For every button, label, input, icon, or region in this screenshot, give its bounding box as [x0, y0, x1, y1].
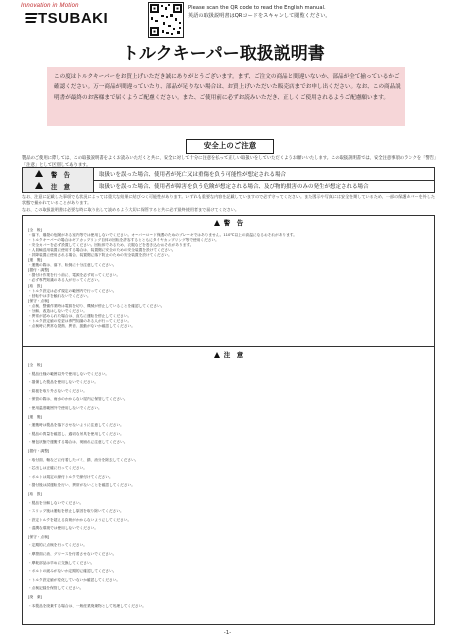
list-item: ・本製品を廃棄する場合は、一般産業廃棄物として処理してください。 [28, 603, 146, 608]
qr-note-english: Please scan the QR code to read the English manual. [188, 5, 326, 11]
hazard-label: 注 意 [51, 184, 70, 191]
section-subheading: [取 扱] [28, 283, 42, 288]
hazard-notes: なお、注意に記載した事項でも状況によっては重大な結果に結びつく可能性があります。いずれも重要な内容を記載していますので必ず守ってください。また図示や写真には安全を期しているため、一部の保護カバーを外した状態で描かれていることがあります。 なお、この取扱説明書は必要な時に取り出して読めるよう大切に保管すると共に必ず最終使用者まで届けてください。 [22, 194, 435, 212]
list-item: ・必ず専門知識のある人が行ってください。 [28, 278, 102, 283]
warning-heading-text: 警 告 [223, 219, 244, 227]
caution-section [22, 346, 435, 625]
list-item: ・回転中は手を触れないでください。 [28, 293, 91, 298]
safety-intro: 製品のご使用に際しては、この取扱説明書をよくお読みいただくと共に、安全に対して十分に注意を払って正しい取扱いをしていただくようお願いいたします。この取扱説明書では、安全注意事項のランクを「警告」「注意」として区別してあります。 [22, 156, 437, 168]
list-item: ・ボルトの緩みがないか定期的に確認してください。 [28, 569, 117, 574]
section-subheading: [保守・点検] [28, 298, 50, 303]
list-item: ・製品を分解しないでください。 [28, 500, 84, 505]
caution-body [28, 361, 428, 610]
qr-note-japanese: 英語の取扱説明書はQRコードをスキャンして閲覧ください。 [188, 13, 331, 19]
list-item: ・保管の際は、雨水のかからない屋内に保管してください。 [28, 397, 128, 402]
list-item: ・設定トルクを超える負荷がかからないようにしてください。 [28, 517, 132, 522]
list-item: ・摩擦面に油、グリースを付着させないでください。 [28, 552, 117, 557]
list-item: ・取付面、軸などに付着したゴミ、錆、油分を除去してください。 [28, 457, 139, 462]
list-item: ・銘板を取り外さないでください。 [28, 388, 87, 393]
list-item: ・据付け作業を行う前に、電源を必ず切ってください。 [28, 273, 121, 278]
hazard-label-cell [23, 168, 94, 180]
list-item: ・使用温度範囲外で使用しないでください。 [28, 405, 102, 410]
list-item: ・定期的に点検を行ってください。 [28, 543, 87, 548]
page-number: -1- [223, 630, 232, 636]
safety-title: 安全上のご注意 [203, 141, 257, 150]
hazard-description: 取扱いを誤った場合、使用者が障害を負う危険が想定される場合、及び物的損害のみの発生が想定される場合 [99, 184, 369, 190]
list-item: ・摩耗部品は早めに交換してください。 [28, 560, 95, 565]
section-subheading: [全 般] [28, 363, 42, 367]
list-item: ・点検記録を保管してください。 [28, 586, 84, 591]
list-item: ・据付後は試運転を行い、異常がないことを確認してください。 [28, 483, 135, 488]
hazard-label-cell [23, 180, 94, 192]
section-subheading: [運 搬] [28, 414, 42, 419]
section-subheading: [据付・調整] [28, 448, 50, 453]
list-item: ・落下、爆発の危険がある室内等では使用しないでください。オーバーロード保護のためのブレーキではありません。110℃以上の高温になるおそれがあります。 [28, 233, 297, 238]
list-item: ・トルク設定値が変化していないか確認してください。 [28, 577, 121, 582]
list-item: ・昇降装置に使用される場合、装置側に落下防止のための安全装置を設けてください。 [28, 253, 172, 258]
section-subheading: [運 搬] [28, 258, 42, 263]
section-subheading: [保守・点検] [28, 534, 50, 539]
list-item: ・人員輸送用装置に使用する場合は、装置側に安全のための安全装置を設けてください。 [28, 248, 176, 253]
qr-instructions [188, 4, 428, 20]
caution-heading-text: 注 意 [223, 351, 244, 359]
hazard-level-table [22, 167, 435, 193]
greeting-text: この度はトルクキーパーをお買上げいただき誠にありがとうございます。まず、ご注文の商品と間違いないか、部品が全て揃っているかご確認ください。万一商品が間違っていたり、部品が足りない場合は、お買上げいただいた販売店までお申し出ください。なお、この商品説明書が最終のお客様まで届くようご配慮ください。また、ご使用前に必ずお読みいただき、正しくご使用されるようご配慮願います。 [54, 74, 401, 101]
warning-triangle-icon [35, 170, 43, 177]
warning-heading [23, 218, 434, 227]
hazard-description: 取扱いを誤った場合、使用者が死亡又は重傷を負う可能性が想定される場合 [99, 172, 287, 178]
list-item: ・点検、整備作業時は電源を切り、機械が停止していることを確認してください。 [28, 303, 165, 308]
list-item: ・分解、改造はしないでください。 [28, 308, 87, 313]
page-title: トルクキーパー取扱説明書 [122, 44, 325, 64]
list-item: ・損傷した製品を使用しないでください。 [28, 380, 99, 385]
caution-triangle-icon [35, 182, 43, 189]
list-item: ・運搬時は製品を落下させないように注意してください。 [28, 423, 124, 428]
list-item: ・トルクキーパーの場合はギアカップリング自体の回転を許容するとともにタイヤカップリング等で使用ください。 [28, 238, 219, 243]
list-item: ・スリップ後は運転を停止し原因を取り除いてください。 [28, 509, 124, 514]
section-subheading: [廃 棄] [28, 595, 42, 600]
hazard-label: 警 告 [51, 172, 70, 179]
list-item: ・点検時に異常な発熱、異音、振動がないか確認してください。 [28, 323, 135, 328]
list-item: ・梱包状態で運搬する場合は、荷崩れに注意してください。 [28, 440, 128, 445]
list-item: ・製品の質量を確認し、適切な吊具を使用してください。 [28, 431, 124, 436]
list-item: ・運搬の際は、落下、転倒に十分注意してください。 [28, 263, 117, 268]
list-item: ・ボルトは規定の締付トルクで締付けてください。 [28, 474, 113, 479]
list-item: ・湿潤な環境では使用しないでください。 [28, 526, 99, 531]
list-item: ・トルク設定値の変更は専門知識のある人が行ってください。 [28, 318, 132, 323]
list-item: ・異常が認められた場合は、直ちに運転を停止してください。 [28, 313, 132, 318]
logo-tagline: Innovation in Motion [21, 3, 79, 9]
caution-triangle-icon [214, 352, 220, 358]
list-item: ・トルク設定は必ず規定の範囲内で行ってください。 [28, 288, 117, 293]
section-subheading: [据付・調整] [28, 268, 50, 273]
hazard-row-caution [23, 180, 434, 192]
section-subheading: [取 扱] [28, 491, 42, 496]
list-item: ・製品仕様の範囲以外で使用しないでください。 [28, 371, 110, 376]
warning-section [22, 215, 435, 347]
caution-heading [23, 350, 434, 359]
list-item: ・安全カバーを必ず設置してください。回転体であるため、衣服などを巻き込むおそれがあります。 [28, 243, 194, 248]
qr-code-icon[interactable] [148, 2, 184, 38]
warning-body [28, 228, 428, 329]
brand-wordmark: TSUBAKI [38, 10, 109, 27]
list-item: ・芯出しは正確に行ってください。 [28, 466, 87, 471]
warning-triangle-icon [214, 220, 220, 226]
section-subheading: [全 般] [28, 228, 42, 232]
